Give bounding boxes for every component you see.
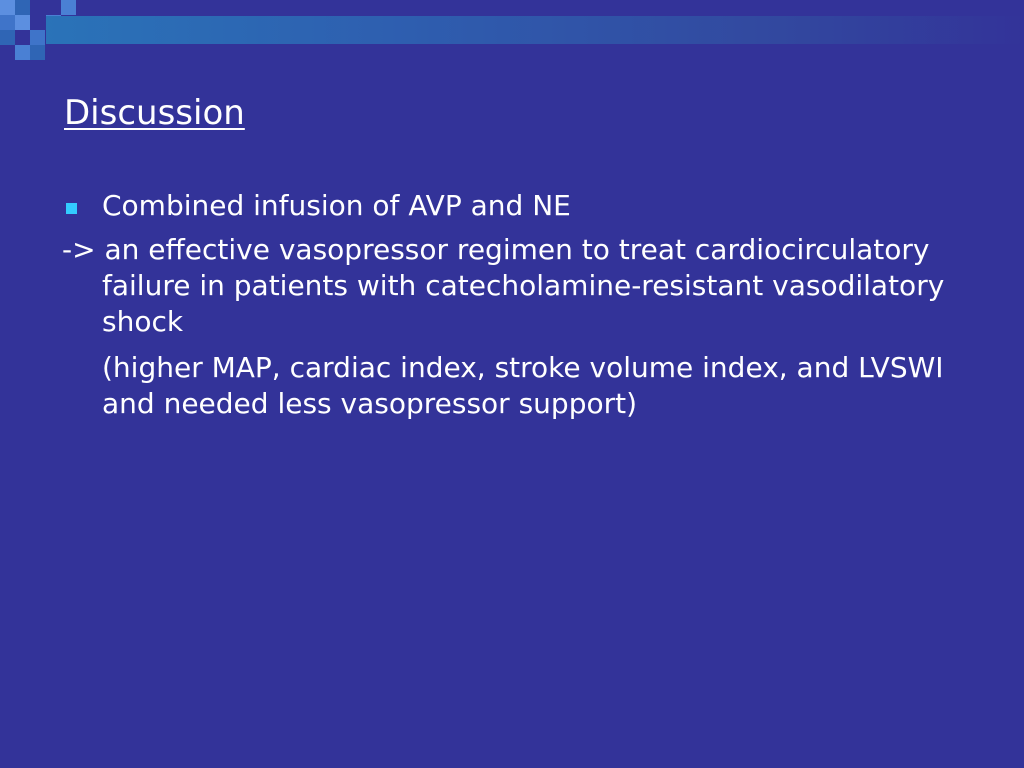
decor-square	[15, 15, 30, 30]
decor-square	[0, 0, 15, 15]
decor-square	[15, 45, 30, 60]
square-bullet-icon	[66, 203, 77, 214]
header-band	[46, 16, 1024, 44]
decor-square	[0, 30, 15, 45]
decor-square	[61, 0, 76, 15]
decor-square	[30, 45, 45, 60]
decor-square	[30, 30, 45, 45]
decor-square	[0, 15, 15, 30]
decor-square	[15, 0, 30, 15]
bullet-text: Combined infusion of AVP and NE	[102, 189, 571, 222]
slide-body	[62, 188, 962, 422]
arrow-paragraph: -> an effective vasopressor regimen to treat cardiocirculatory failure in patients with catecholamine-resistant vasodilatory shock	[62, 233, 945, 338]
parenthetical-paragraph: (higher MAP, cardiac index, stroke volume index, and LVSWI and needed less vasopressor support)	[102, 351, 944, 420]
bullet-item	[62, 188, 962, 228]
slide-title: Discussion	[64, 93, 245, 133]
